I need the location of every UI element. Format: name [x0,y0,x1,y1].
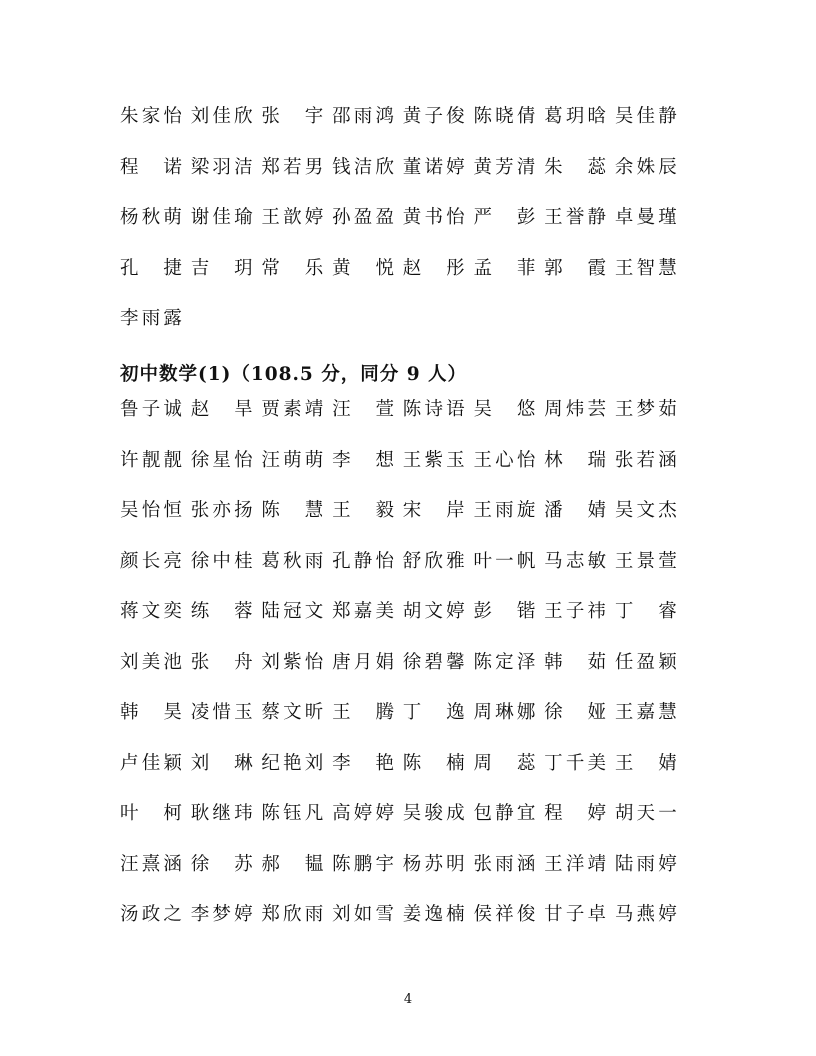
name-row [120,789,680,840]
student-name: 李梦婷 [190,904,256,925]
student-name: 孔静怡 [332,550,398,572]
student-name: 姜逸楠 [402,904,468,925]
student-name: 纪艳刘 [261,752,327,774]
student-name: 颜长亮 [120,550,186,572]
student-name: 汪熹涵 [120,853,186,875]
student-name: 任盈颖 [614,651,680,673]
student-name: 王洋靖 [544,853,610,875]
student-name: 林 瑞 [544,449,610,471]
student-name: 唐月娟 [332,651,398,673]
student-name: 凌惜玉 [190,702,256,723]
student-name: 王歆婷 [261,207,327,228]
student-name: 宋 岸 [402,500,468,521]
student-name: 王 婧 [614,752,680,774]
student-name: 郑欣雨 [261,904,327,925]
student-name: 王嘉慧 [614,702,680,723]
name-row [120,294,680,345]
student-name: 周琳娜 [473,702,539,723]
student-name: 吴怡恒 [120,500,186,521]
student-name: 高婷婷 [332,803,398,824]
student-name: 杨秋萌 [120,207,186,228]
name-row [120,840,680,891]
student-name: 练 蓉 [190,601,256,622]
page-number: 4 [403,992,413,1007]
student-name: 吴文杰 [614,500,680,521]
student-name: 胡天一 [614,803,680,824]
student-name: 徐 娅 [544,702,610,723]
student-name: 陈晓倩 [473,106,539,127]
student-name: 孙盈盈 [332,207,398,228]
student-name: 郝 韫 [261,853,327,875]
student-name: 彭 锴 [473,601,539,622]
student-name: 蒋文奕 [120,601,186,622]
student-name: 余姝辰 [614,156,680,178]
name-row [120,193,680,244]
section-heading: 初中数学(1)（108.5 分，同分 9 人） [120,364,468,385]
student-name: 吉 玥 [190,257,256,279]
student-name: 王景萱 [614,550,680,572]
student-name: 甘子卓 [544,904,610,925]
student-name: 常 乐 [261,257,327,279]
continued-name-list [120,92,680,345]
student-name: 马燕婷 [614,904,680,925]
student-name: 张雨涵 [473,853,539,875]
name-row [120,890,680,941]
student-name: 王智慧 [614,257,680,279]
student-name: 侯祥俊 [473,904,539,925]
student-name: 汪萌萌 [261,449,327,471]
name-row [120,244,680,295]
name-row [120,587,680,638]
name-row [120,537,680,588]
student-name: 赵 彤 [402,257,468,279]
student-name: 吴 悠 [473,399,539,420]
student-name: 张 舟 [190,651,256,673]
student-name: 王心怡 [473,449,539,471]
student-name: 陈定泽 [473,651,539,673]
student-name: 孔 捷 [120,257,186,279]
student-name: 韩 茹 [544,651,610,673]
student-name: 许靓靓 [120,449,186,471]
student-name: 朱 蕊 [544,156,610,178]
student-name: 丁 睿 [614,601,680,622]
student-name: 刘如雪 [332,904,398,925]
student-name: 王 毅 [332,500,398,521]
student-name: 黄书怡 [402,207,468,228]
student-name: 卢佳颖 [120,752,186,774]
name-row [120,143,680,194]
student-name: 耿继玮 [190,803,256,824]
student-name: 王梦茹 [614,399,680,420]
student-name: 徐星怡 [190,449,256,471]
student-name: 蔡文昕 [261,702,327,723]
student-name: 孟 菲 [473,257,539,279]
student-name: 朱家怡 [120,106,186,127]
student-name: 张 宇 [261,106,327,127]
student-name: 王雨旋 [473,500,539,521]
student-name: 钱洁欣 [332,156,398,178]
student-name: 胡文婷 [402,601,468,622]
student-name: 李 艳 [332,752,398,774]
student-name: 谢佳瑜 [190,207,256,228]
student-name: 卓曼瑾 [614,207,680,228]
name-row [120,385,680,436]
student-name: 王紫玉 [402,449,468,471]
student-name: 葛玥晗 [544,106,610,127]
student-name: 陈钰凡 [261,803,327,824]
student-name: 徐中桂 [190,550,256,572]
student-name: 陈诗语 [402,399,468,420]
student-name: 邵雨鸿 [332,106,398,127]
student-name: 汤政之 [120,904,186,925]
student-name: 赵 旱 [190,399,256,420]
student-name: 叶 柯 [120,803,186,824]
student-name: 张若涵 [614,449,680,471]
name-row [120,92,680,143]
student-name: 陈鹏宇 [332,853,398,875]
student-name: 刘美池 [120,651,186,673]
name-row [120,638,680,689]
student-name: 郭 霞 [544,257,610,279]
student-name: 吴佳静 [614,106,680,127]
student-name: 程 诺 [120,156,186,178]
student-name: 杨苏明 [402,853,468,875]
student-name: 黄 悦 [332,257,398,279]
student-name: 叶一帆 [473,550,539,572]
student-name: 包静宜 [473,803,539,824]
student-name: 陆冠文 [261,601,327,622]
student-name: 吴骏成 [402,803,468,824]
student-name: 汪 萱 [332,399,398,420]
student-name: 徐 苏 [190,853,256,875]
student-name: 郑嘉美 [332,601,398,622]
student-name: 李雨露 [120,308,186,329]
student-name: 王子祎 [544,601,610,622]
student-name: 舒欣雅 [402,550,468,572]
student-name: 葛秋雨 [261,550,327,572]
name-row [120,688,680,739]
student-name: 黄子俊 [402,106,468,127]
student-name: 徐碧馨 [402,651,468,673]
student-name: 刘紫怡 [261,651,327,673]
student-name: 丁千美 [544,752,610,774]
student-name: 陈 楠 [402,752,468,774]
student-name: 鲁子诚 [120,399,186,420]
student-name: 董诺婷 [402,156,468,178]
student-name: 李 想 [332,449,398,471]
student-name: 潘 婧 [544,500,610,521]
student-name: 周炜芸 [544,399,610,420]
student-name: 王 腾 [332,702,398,723]
student-name: 周 蕊 [473,752,539,774]
name-row [120,486,680,537]
student-name: 黄芳清 [473,156,539,178]
student-name: 丁 逸 [402,702,468,723]
name-row [120,436,680,487]
student-name: 贾素靖 [261,399,327,420]
section-name-list [120,385,680,941]
student-name: 陈 慧 [261,500,327,521]
student-name: 严 彭 [473,207,539,228]
student-name: 刘 琳 [190,752,256,774]
student-name: 陆雨婷 [614,853,680,875]
student-name: 郑若男 [261,156,327,178]
student-name: 程 婷 [544,803,610,824]
student-name: 马志敏 [544,550,610,572]
name-row [120,739,680,790]
student-name: 张亦扬 [190,500,256,521]
student-name: 王誉静 [544,207,610,228]
student-name: 韩 昊 [120,702,186,723]
student-name: 梁羽洁 [190,156,256,178]
student-name: 刘佳欣 [190,106,256,127]
